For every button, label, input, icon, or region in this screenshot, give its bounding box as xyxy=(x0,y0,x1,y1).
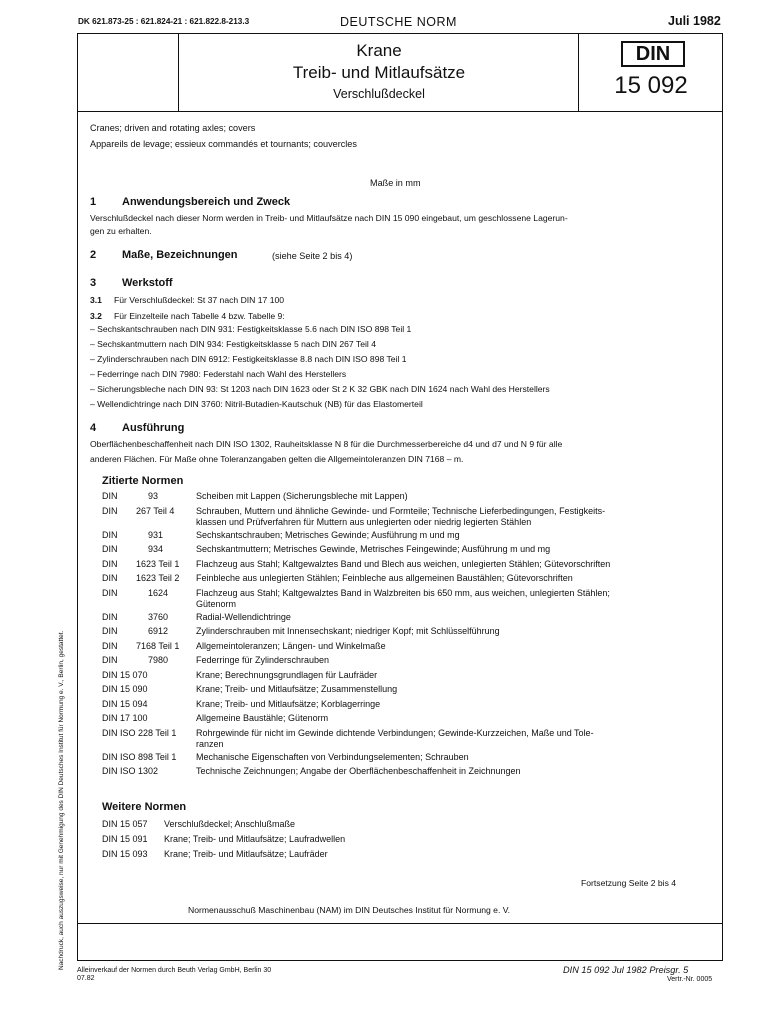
item-3-1-text: Für Verschlußdeckel: St 37 nach DIN 17 100 xyxy=(114,295,285,305)
norm-label: DEUTSCHE NORM xyxy=(340,15,457,29)
section-1-title: Anwendungsbereich und Zweck xyxy=(122,196,291,208)
cited-standard-title: Zylinderschrauben mit Innensechskant; niedriger Kopf; mit Schlüsselführung xyxy=(196,626,500,636)
cited-standard-title: Sechskantmuttern; Metrisches Gewinde, Metrisches Feingewinde; Ausführung m und mg xyxy=(196,544,551,554)
cited-standard-number: 1623 Teil 1 xyxy=(136,558,180,569)
cited-standard-prefix: DIN xyxy=(102,640,118,651)
material-line: – Zylinderschrauben nach DIN 6912: Festigkeitsklasse 8.8 nach DIN ISO 898 Teil 1 xyxy=(90,354,407,364)
cited-standard-prefix: DIN 15 090 xyxy=(102,684,148,694)
cited-standard-prefix: DIN xyxy=(102,491,118,501)
section-3-number: 3 xyxy=(90,277,97,289)
cited-standard-prefix: DIN ISO 898 Teil 1 xyxy=(102,751,177,762)
continuation-note: Fortsetzung Seite 2 bis 4 xyxy=(581,878,677,888)
cited-standard-prefix: DIN xyxy=(102,587,118,598)
cited-standards-title: Zitierte Normen xyxy=(102,475,184,487)
cited-standard-number: 6912 xyxy=(148,626,169,636)
further-standard-title: Verschlußdeckel; Anschlußmaße xyxy=(164,819,296,829)
cited-standard-title-cont: Gütenorm xyxy=(196,598,237,609)
material-line: – Wellendichtringe nach DIN 3760: Nitril-Butadien-Kautschuk (NB) für das Elastomerteil xyxy=(90,399,423,409)
units-note: Maße in mm xyxy=(370,178,421,188)
further-standards-title: Weitere Normen xyxy=(102,801,187,813)
material-line: – Sicherungsbleche nach DIN 93: St 1203 nach DIN 1623 oder St 2 K 32 GBK nach DIN 1624 nach Wahl des Herstellers xyxy=(90,384,550,394)
header-divider-left xyxy=(178,33,179,111)
cited-standard-number: 3760 xyxy=(148,611,169,622)
cited-standard-prefix: DIN xyxy=(102,655,118,665)
cited-standard-prefix: DIN xyxy=(102,544,118,554)
cited-standard-prefix: DIN xyxy=(102,529,118,540)
cited-standard-title: Technische Zeichnungen; Angabe der Oberflächenbeschaffenheit in Zeichnungen xyxy=(196,766,521,776)
cited-standard-number: 1623 Teil 2 xyxy=(136,573,180,583)
issue-date: Juli 1982 xyxy=(668,14,721,28)
section-1-text-2: gen zu erhalten. xyxy=(90,226,152,236)
title-line-2: Treib- und Mitlaufsätze xyxy=(292,63,466,82)
footer-edition: 07.82 xyxy=(77,975,95,982)
dk-classification: DK 621.873-25 : 621.824-21 : 621.822.8-213.3 xyxy=(78,17,250,26)
material-line: – Sechskantschrauben nach DIN 931: Festigkeitsklasse 5.6 nach DIN ISO 898 Teil 1 xyxy=(90,324,412,334)
din-number: 15 092 xyxy=(614,72,688,99)
footer-publisher: Alleinverkauf der Normen durch Beuth Verlag GmbH, Berlin 30 xyxy=(77,967,272,974)
cited-standard-prefix: DIN ISO 228 Teil 1 xyxy=(102,727,177,738)
header-divider xyxy=(77,111,723,112)
cited-standard-prefix: DIN ISO 1302 xyxy=(102,766,159,776)
cited-standard-title: Radial-Wellendichtringe xyxy=(196,611,291,622)
cited-standard-title: Feinbleche aus unlegierten Stählen; Feinbleche aus allgemeinen Baustählen; Gütevorschriften xyxy=(196,573,573,583)
section-1-text-1: Verschlußdeckel nach dieser Norm werden in Treib- und Mitlaufsätze nach DIN 15 090 eingebaut, um geschlossene Lagerun- xyxy=(90,213,568,223)
cited-standard-title: Federringe für Zylinderschrauben xyxy=(196,655,330,665)
cited-standard-number: 93 xyxy=(148,491,159,501)
cited-standard-title: Krane; Berechnungsgrundlagen für Laufräder xyxy=(196,669,378,680)
further-standard-number: DIN 15 057 xyxy=(102,819,148,829)
cited-standard-prefix: DIN xyxy=(102,611,118,622)
cited-standard-prefix: DIN xyxy=(102,573,118,583)
cited-standard-title: Rohrgewinde für nicht im Gewinde dichtende Verbindungen; Gewinde-Kurzzeichen, Maße und Tole- xyxy=(196,727,594,738)
footer-sales-number: Vertr.-Nr. 0005 xyxy=(667,976,713,983)
cited-standard-title: Sechskantschrauben; Metrisches Gewinde; Ausführung m und mg xyxy=(196,529,460,540)
cited-standard-title: Krane; Treib- und Mitlaufsätze; Korblagerringe xyxy=(196,698,381,709)
title-line-3: Verschlußdeckel xyxy=(333,87,425,101)
title-line-1: Krane xyxy=(356,41,402,60)
cited-standard-title-cont: klassen und Prüfverfahren für Muttern aus unlegierten oder niedrig legierten Stählen xyxy=(196,516,532,527)
further-standard-number: DIN 15 091 xyxy=(102,834,148,844)
cited-standard-number: 7168 Teil 1 xyxy=(136,640,180,651)
din-logo-text: DIN xyxy=(635,43,671,65)
section-4-number: 4 xyxy=(90,422,97,434)
section-4-text-1: Oberflächenbeschaffenheit nach DIN ISO 1302, Rauheitsklasse N 8 für die Durchmesserbereiche d4 und d7 und N 9 für alle xyxy=(90,439,563,449)
cited-standard-title: Flachzeug aus Stahl; Kaltgewalztes Band in Walzbreiten bis 650 mm, aus weichen, unlegierten Stählen; xyxy=(196,587,610,598)
section-1-number: 1 xyxy=(90,196,97,208)
cited-standard-number: 7980 xyxy=(148,655,169,665)
cited-standard-number: 931 xyxy=(148,529,164,540)
cited-standard-prefix: DIN xyxy=(102,558,118,569)
footer-divider xyxy=(77,923,723,924)
reprint-notice: Nachdruck, auch auszugsweise, nur mit Genehmigung des DIN Deutsches Institut für Normung e. V., Berlin, gestattet. xyxy=(58,630,65,970)
header-divider-right xyxy=(578,33,579,111)
section-2-title: Maße, Bezeichnungen xyxy=(122,249,238,261)
cited-standard-prefix: DIN xyxy=(102,626,118,636)
material-line: – Federringe nach DIN 7980: Federstahl nach Wahl des Herstellers xyxy=(90,369,347,379)
section-4-text-2: anderen Flächen. Für Maße ohne Toleranzangaben gelten die Allgemeintoleranzen DIN 7168 – m. xyxy=(90,454,464,464)
translation-en: Cranes; driven and rotating axles; covers xyxy=(90,123,256,133)
cited-standard-number: 1624 xyxy=(148,587,169,598)
cited-standard-title: Mechanische Eigenschaften von Verbindungselementen; Schrauben xyxy=(196,751,469,762)
cited-standard-title: Allgemeine Baustähle; Gütenorm xyxy=(196,713,329,723)
cited-standard-title-cont: ranzen xyxy=(196,738,224,749)
cited-standard-prefix: DIN 15 070 xyxy=(102,669,148,680)
item-3-2-number: 3.2 xyxy=(90,311,102,321)
further-standard-title: Krane; Treib- und Mitlaufsätze; Laufradwellen xyxy=(164,834,346,844)
cited-standard-title: Flachzeug aus Stahl; Kaltgewalztes Band und Blech aus weichen, unlegierten Stählen; Gütevorschriften xyxy=(196,558,611,569)
material-line: – Sechskantmuttern nach DIN 934: Festigkeitsklasse 5 nach DIN 267 Teil 4 xyxy=(90,339,376,349)
section-2-note: (siehe Seite 2 bis 4) xyxy=(272,251,353,261)
cited-standard-number: 267 Teil 4 xyxy=(136,505,175,516)
committee-line: Normenausschuß Maschinenbau (NAM) im DIN Deutsches Institut für Normung e. V. xyxy=(188,905,511,915)
cited-standard-title: Scheiben mit Lappen (Sicherungsbleche mit Lappen) xyxy=(196,491,408,501)
further-standard-title: Krane; Treib- und Mitlaufsätze; Laufräder xyxy=(164,849,328,859)
cited-standard-title: Krane; Treib- und Mitlaufsätze; Zusammenstellung xyxy=(196,684,398,694)
section-4-title: Ausführung xyxy=(122,422,185,434)
cited-standard-number: 934 xyxy=(148,544,164,554)
item-3-1-number: 3.1 xyxy=(90,295,102,305)
cited-standard-title: Schrauben, Muttern und ähnliche Gewinde- und Formteile; Technische Lieferbedingungen, Festigkeits- xyxy=(196,505,606,516)
item-3-2-text: Für Einzelteile nach Tabelle 4 bzw. Tabelle 9: xyxy=(114,311,285,321)
section-3-title: Werkstoff xyxy=(122,277,173,289)
translation-fr: Appareils de levage; essieux commandés et tournants; couvercles xyxy=(90,139,357,149)
cited-standard-title: Allgemeintoleranzen; Längen- und Winkelmaße xyxy=(196,640,386,651)
section-2-number: 2 xyxy=(90,249,97,261)
cited-standard-prefix: DIN 15 094 xyxy=(102,698,148,709)
cited-standard-prefix: DIN xyxy=(102,505,118,516)
cited-standard-prefix: DIN 17 100 xyxy=(102,713,148,723)
further-standard-number: DIN 15 093 xyxy=(102,849,148,859)
din-logo xyxy=(621,41,685,67)
footer-din-price: DIN 15 092 Jul 1982 Preisgr. 5 xyxy=(563,965,689,975)
